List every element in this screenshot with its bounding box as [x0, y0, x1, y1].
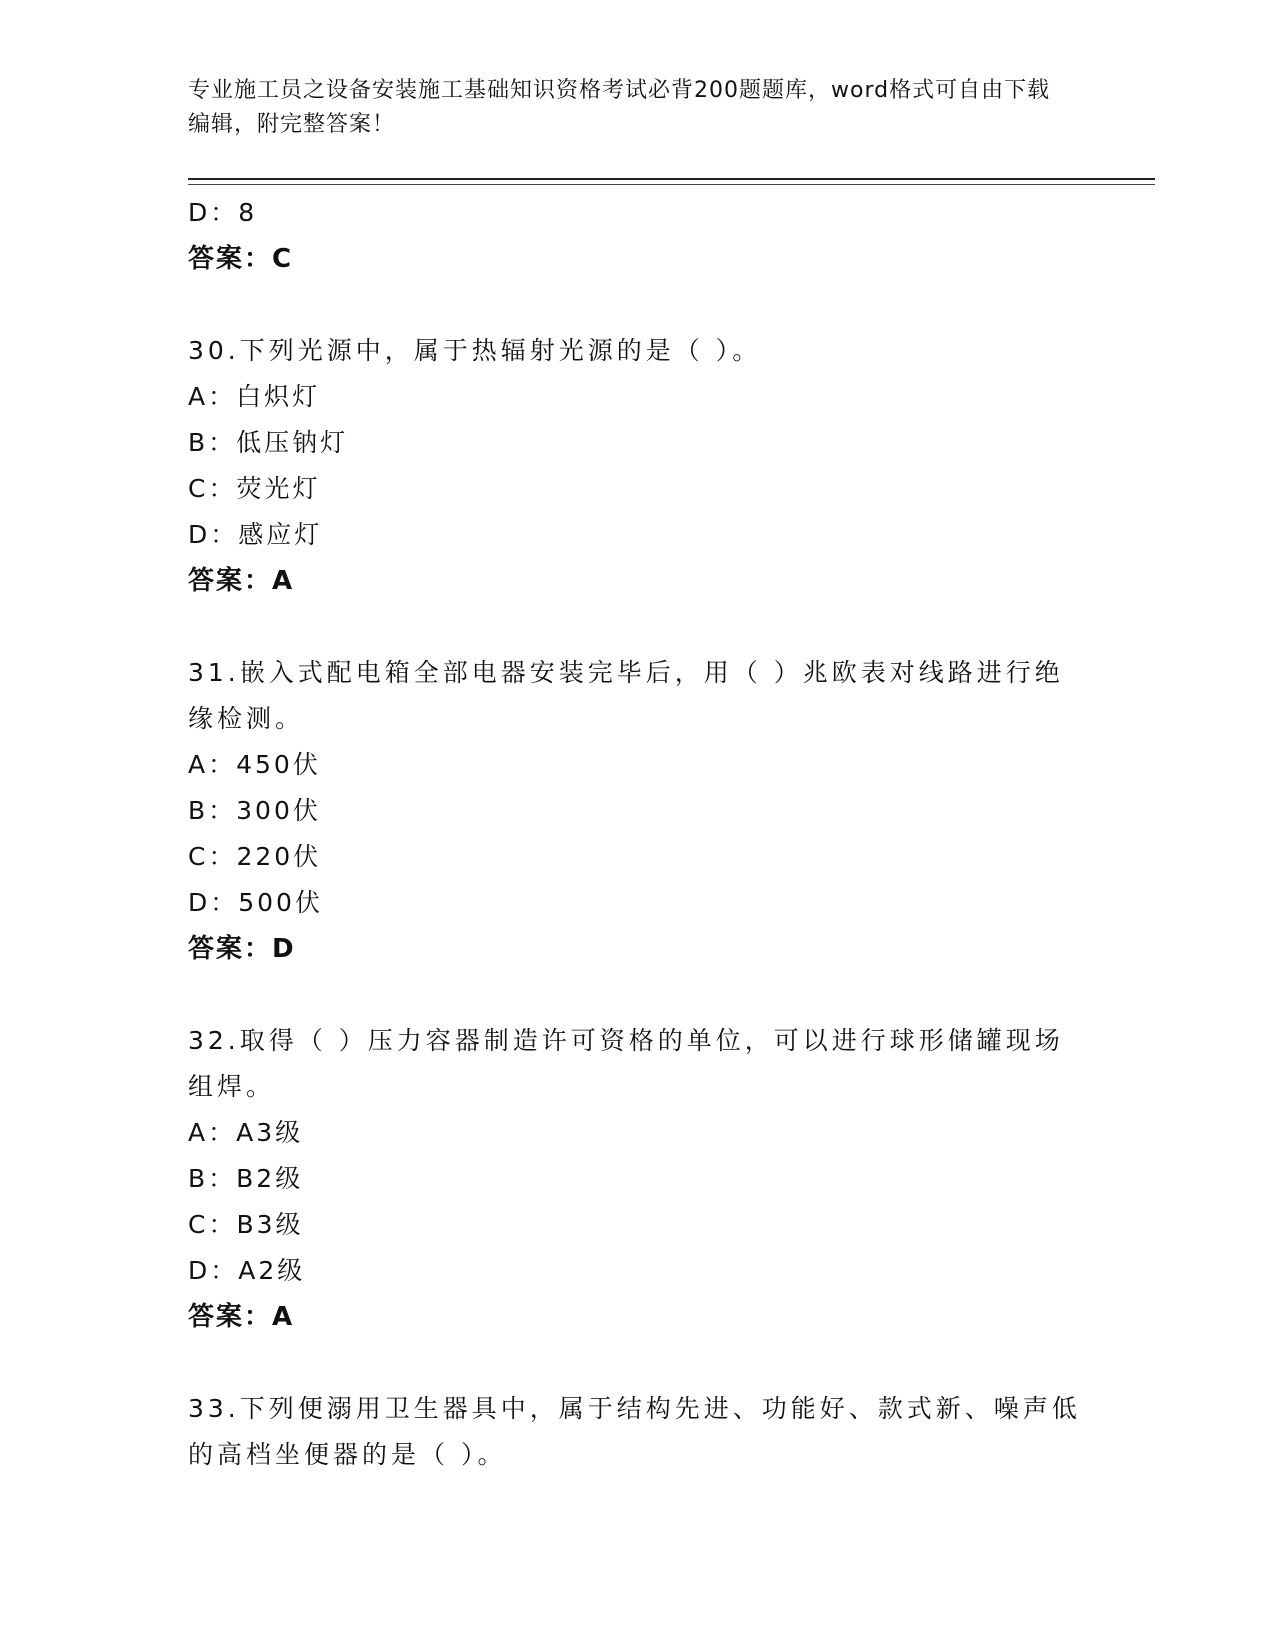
question-block-32 — [188, 1018, 1088, 1340]
option-d: D：500伏 — [188, 888, 323, 917]
question-block-31 — [188, 650, 1088, 972]
question-list — [188, 190, 1088, 1478]
answer: 答案：A — [188, 566, 295, 596]
option-c: C：B3级 — [188, 1210, 304, 1239]
question-text: 31.嵌入式配电箱全部电器安装完毕后，用（ ）兆欧表对线路进行绝缘检测。 — [188, 658, 1064, 733]
option-d: D：感应灯 — [188, 520, 323, 549]
question-text: 33.下列便溺用卫生器具中，属于结构先进、功能好、款式新、噪声低的高档坐便器的是（ ）。 — [188, 1394, 1081, 1469]
option-a: A：白炽灯 — [188, 382, 321, 411]
option-a: A：450伏 — [188, 750, 321, 779]
question-block-33 — [188, 1386, 1088, 1478]
answer: 答案：A — [188, 1302, 295, 1332]
answer: 答案：C — [188, 244, 294, 274]
option-d: D：8 — [188, 198, 258, 227]
header-divider — [188, 178, 1155, 180]
question-text: 32.取得（ ）压力容器制造许可资格的单位，可以进行球形储罐现场组焊。 — [188, 1026, 1064, 1101]
option-b: B：低压钠灯 — [188, 428, 349, 457]
option-c: C：荧光灯 — [188, 474, 321, 503]
option-d: D：A2级 — [188, 1256, 306, 1285]
header-divider-thin — [188, 184, 1155, 185]
answer: 答案：D — [188, 934, 296, 964]
option-b: B：300伏 — [188, 796, 321, 825]
option-c: C：220伏 — [188, 842, 322, 871]
option-a: A：A3级 — [188, 1118, 304, 1147]
question-block-29 — [188, 190, 1088, 282]
option-b: B：B2级 — [188, 1164, 304, 1193]
page-header: 专业施工员之设备安装施工基础知识资格考试必背200题题库，word格式可自由下载编辑，附完整答案！ — [188, 78, 1051, 137]
question-text: 30.下列光源中，属于热辐射光源的是（ ）。 — [188, 336, 762, 365]
question-block-30 — [188, 328, 1088, 604]
